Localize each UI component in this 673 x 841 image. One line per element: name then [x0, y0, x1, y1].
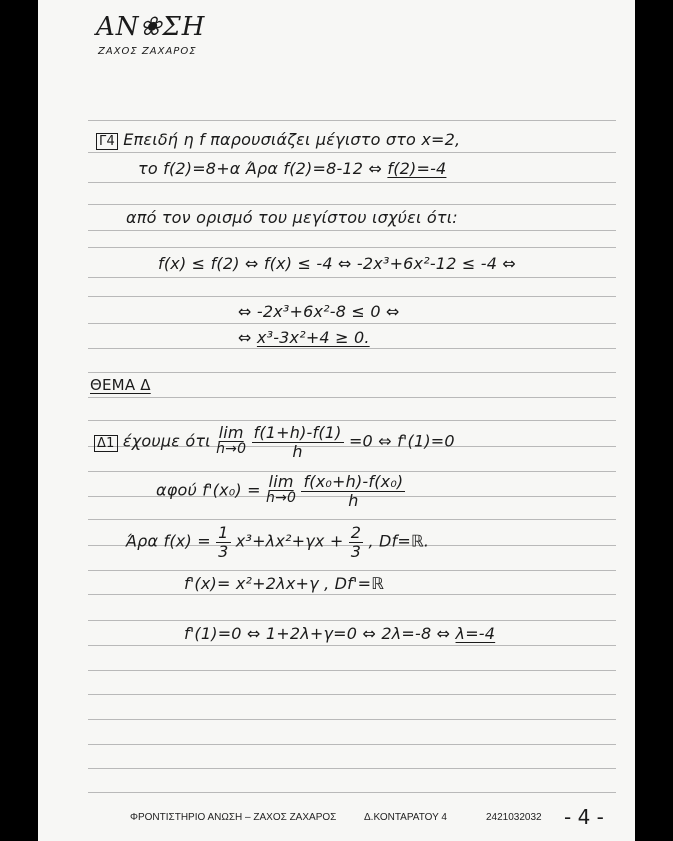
g4-label: Γ4: [96, 133, 118, 150]
logo-title-right: ΣΗ: [162, 12, 206, 42]
fraction-3: [216, 524, 230, 560]
ruled-line: [88, 594, 616, 595]
ruled-line: [88, 620, 616, 621]
limit-1-sub: h→0: [216, 440, 247, 457]
d1-line-4: [184, 574, 384, 593]
d1-line-5-text: f'(1)=0 ⇔ 1+2λ+γ=0 ⇔ 2λ=-8 ⇔: [184, 624, 451, 643]
d1-line-2: [156, 473, 405, 509]
flower-icon: ❀: [139, 12, 163, 42]
footer-school: ΦΡΟΝΤΙΣΤΗΡΙΟ ΑΝΩΣΗ – ΖΑΧΟΣ ΖΑΧΑΡΟΣ: [130, 812, 337, 823]
fraction-3-den: 3: [218, 541, 229, 561]
limit-2-word: lim: [268, 472, 294, 491]
fraction-1-den: h: [292, 441, 303, 461]
g4-line-5: ⇔ -2x³+6x²-8 ≤ 0 ⇔: [238, 302, 400, 321]
logo: [96, 12, 205, 42]
limit-1: [216, 424, 246, 457]
ruled-line: [88, 519, 616, 520]
fraction-3-num: 1: [218, 523, 229, 542]
g4-line-6-result: x³-3x²+4 ≥ 0.: [256, 328, 370, 347]
limit-2-sub: h→0: [266, 489, 297, 506]
d1-line-1: [94, 424, 455, 460]
fraction-2-num: f(x₀+h)-f(x₀): [303, 472, 404, 491]
ruled-line: [88, 120, 616, 121]
g4-line-1: [96, 130, 460, 149]
d1-label: Δ1: [94, 435, 118, 452]
ruled-line: [88, 420, 616, 421]
d1-line-3: [126, 524, 429, 560]
ruled-line: [88, 792, 616, 793]
logo-title-left: ΑΝ: [96, 12, 140, 42]
logo-subtitle: ΖΑΧΟΣ ΖΑΧΑΡΟΣ: [98, 46, 197, 57]
ruled-line: [88, 247, 616, 248]
footer-address: Δ.ΚΟΝΤΑΡΑΤΟΥ 4: [364, 812, 447, 823]
limit-1-word: lim: [218, 423, 244, 442]
ruled-line: [88, 182, 616, 183]
g4-line-2-text: το f(2)=8+α Άρα f(2)=8-12 ⇔: [138, 159, 383, 178]
footer-phone: 2421032032: [486, 812, 542, 823]
ruled-line: [88, 152, 616, 153]
fraction-4-num: 2: [350, 523, 362, 542]
page-number: - 4 -: [564, 805, 604, 829]
ruled-line: [88, 744, 616, 745]
ruled-line: [88, 372, 616, 373]
ruled-line: [88, 277, 616, 278]
d1-line-4-text: f'(x)= x²+2λx+γ: [184, 574, 319, 593]
ruled-line: [88, 348, 616, 349]
ruled-line: [88, 719, 616, 720]
g4-result: f(2)=-4: [387, 159, 447, 178]
notebook-page: [38, 0, 635, 841]
g4-line-1-text: Επειδή η f παρουσιάζει μέγιστο στο x=2,: [123, 130, 461, 149]
ruled-line: [88, 230, 616, 231]
fraction-2: [301, 473, 405, 509]
d1-line-3-text: Άρα f(x) =: [126, 531, 211, 551]
d1-line-2-text: αφού f'(x₀) =: [156, 480, 261, 500]
ruled-line: [88, 768, 616, 769]
theme-title: ΘΕΜΑ Δ: [90, 376, 151, 394]
d1-line-4-domain: , Df'=ℝ: [324, 574, 385, 593]
limit-2: [266, 473, 296, 506]
g4-line-2: [138, 159, 446, 178]
d1-line-5: [184, 624, 495, 643]
fraction-1: [252, 424, 344, 460]
ruled-line: [88, 296, 616, 297]
ruled-line: [88, 570, 616, 571]
ruled-line: [88, 645, 616, 646]
d1-line-1-text: έχουμε ότι: [122, 431, 211, 451]
d1-line-3-mid: x³+λx²+γx +: [235, 531, 344, 551]
g4-line-6: [238, 328, 370, 347]
fraction-1-num: f(1+h)-f(1): [253, 423, 342, 442]
ruled-line: [88, 323, 616, 324]
d1-line-3-domain: , Df=ℝ.: [368, 531, 430, 551]
ruled-line: [88, 670, 616, 671]
ruled-line: [88, 204, 616, 205]
g4-line-3: από τον ορισμό του μεγίστου ισχύει ότι:: [126, 208, 458, 227]
g4-line-6-prefix: ⇔: [238, 328, 252, 347]
ruled-line: [88, 694, 616, 695]
ruled-line: [88, 397, 616, 398]
d1-result: λ=-4: [455, 624, 496, 643]
fraction-2-den: h: [348, 490, 359, 510]
g4-line-4: f(x) ≤ f(2) ⇔ f(x) ≤ -4 ⇔ -2x³+6x²-12 ≤ -4 ⇔: [158, 254, 516, 273]
fraction-4-den: 3: [350, 541, 362, 561]
d1-line-1-result: =0 ⇔ f'(1)=0: [348, 431, 455, 451]
fraction-4: [349, 524, 363, 560]
